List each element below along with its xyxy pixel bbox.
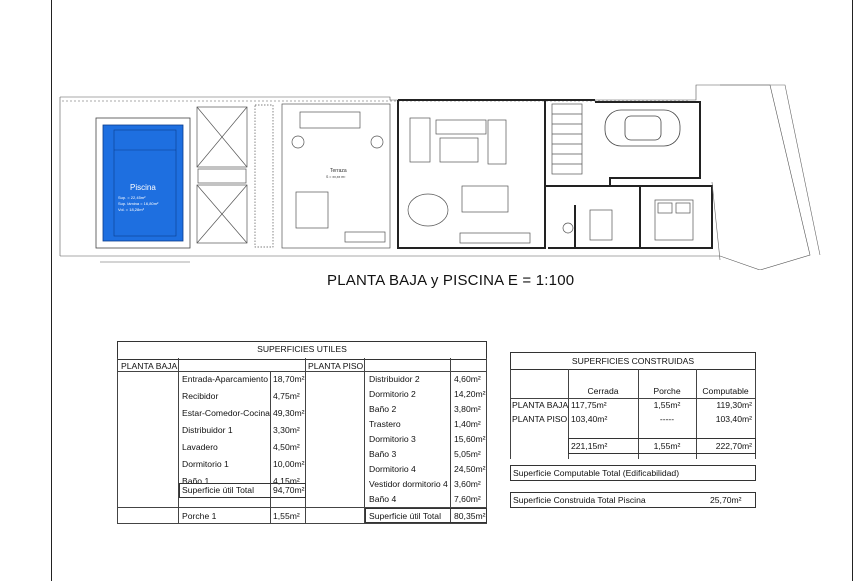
piso-total-name: Superficie útil Total [369,511,441,521]
baja-row-value: 49,30m² [273,408,305,418]
baja-row-value: 4,75m² [273,391,300,401]
baja-row-value: 18,70m² [273,374,305,384]
computable-total-label: Superficie Computable Total (Edificabilidad) [513,468,680,478]
utiles-col2-header: PLANTA PISO [308,361,364,371]
terrace-label: Terraza [330,168,347,174]
baja-row-value: 4,50m² [273,442,300,452]
porche-name: Porche 1 [182,511,217,521]
construidas-title: SUPERFICIES CONSTRUIDAS [571,356,695,366]
piso-row-name: Distribuidor 2 [369,374,420,384]
baja-row-value: 4,15m² [273,476,300,486]
baja-total-name: Superficie útil Total [182,485,254,495]
piso-row-value: 24,50m² [454,464,486,474]
baja-row-name: Recibidor [182,391,219,401]
piso-row-value: 3,60m² [454,479,481,489]
baja-row-name: Dormitorio 1 [182,459,229,469]
construidas-row-porche: ----- [659,414,675,424]
baja-row-value: 3,30m² [273,425,300,435]
pool-detail-3: Vol. = 18,28m³ [118,207,144,212]
baja-row-value: 10,00m² [273,459,305,469]
construidas-row-porche: 1,55m² [653,400,681,410]
baja-row-name: Lavadero [182,442,218,452]
baja-row-name: Baño 1 [182,476,210,486]
piso-row-value: 3,80m² [454,404,481,414]
piso-row-value: 15,60m² [454,434,486,444]
piso-row-name: Baño 4 [369,494,397,504]
piso-total-value: 80,35m² [454,511,486,521]
baja-row-name: Estar-Comedor-Cocina [182,408,270,418]
construidas-total-computable: 222,70m² [715,441,752,451]
piscina-value: 25,70m² [710,495,742,505]
piso-row-value: 5,05m² [454,449,481,459]
pool-detail-2: Sup. lámina = 16,80m² [118,201,159,206]
construidas-row-cerrada: 117,75m² [571,400,607,410]
construidas-header-computable: Computable [702,386,749,396]
plan-title: PLANTA BAJA y PISCINA E = 1:100 [327,272,575,289]
piso-row-name: Dormitorio 2 [369,389,416,399]
pool-label: Piscina [130,183,156,192]
piso-row-value: 14,20m² [454,389,486,399]
piso-row-value: 1,40m² [454,419,481,429]
terrace-detail: S = xx,xx m² [326,175,346,179]
piso-row-value: 7,60m² [454,494,481,504]
construidas-total-porche: 1,55m² [653,441,681,451]
construidas-row-name: PLANTA BAJA [512,400,569,410]
construidas-header-cerrada: Cerrada [587,386,619,396]
baja-row-name: Entrada-Aparcamiento [182,374,268,384]
construidas-row-cerrada: 103,40m² [571,414,608,424]
construidas-header-porche: Porche [653,386,681,396]
piso-row-name: Dormitorio 4 [369,464,416,474]
baja-total-value: 94,70m² [273,485,305,495]
utiles-title: SUPERFICIES UTILES [257,344,347,354]
piso-row-value: 4,60m² [454,374,481,384]
pool-detail-1: Sup. = 22,45m² [118,195,146,200]
piso-row-name: Baño 3 [369,449,397,459]
piso-row-name: Dormitorio 3 [369,434,416,444]
construidas-total-cerrada: 221,15m² [571,441,608,451]
construidas-row-computable: 103,40m² [715,414,752,424]
piso-row-name: Trastero [369,419,401,429]
porche-value: 1,55m² [273,511,300,521]
utiles-col1-header: PLANTA BAJA [121,361,178,371]
baja-row-name: Distribuidor 1 [182,425,233,435]
piso-row-name: Baño 2 [369,404,397,414]
construidas-row-name: PLANTA PISO [512,414,568,424]
piso-row-name: Vestidor dormitorio 4 [369,479,448,489]
construidas-row-computable: 119,30m² [716,400,752,410]
piscina-label: Superficie Construida Total Piscina [513,495,646,505]
